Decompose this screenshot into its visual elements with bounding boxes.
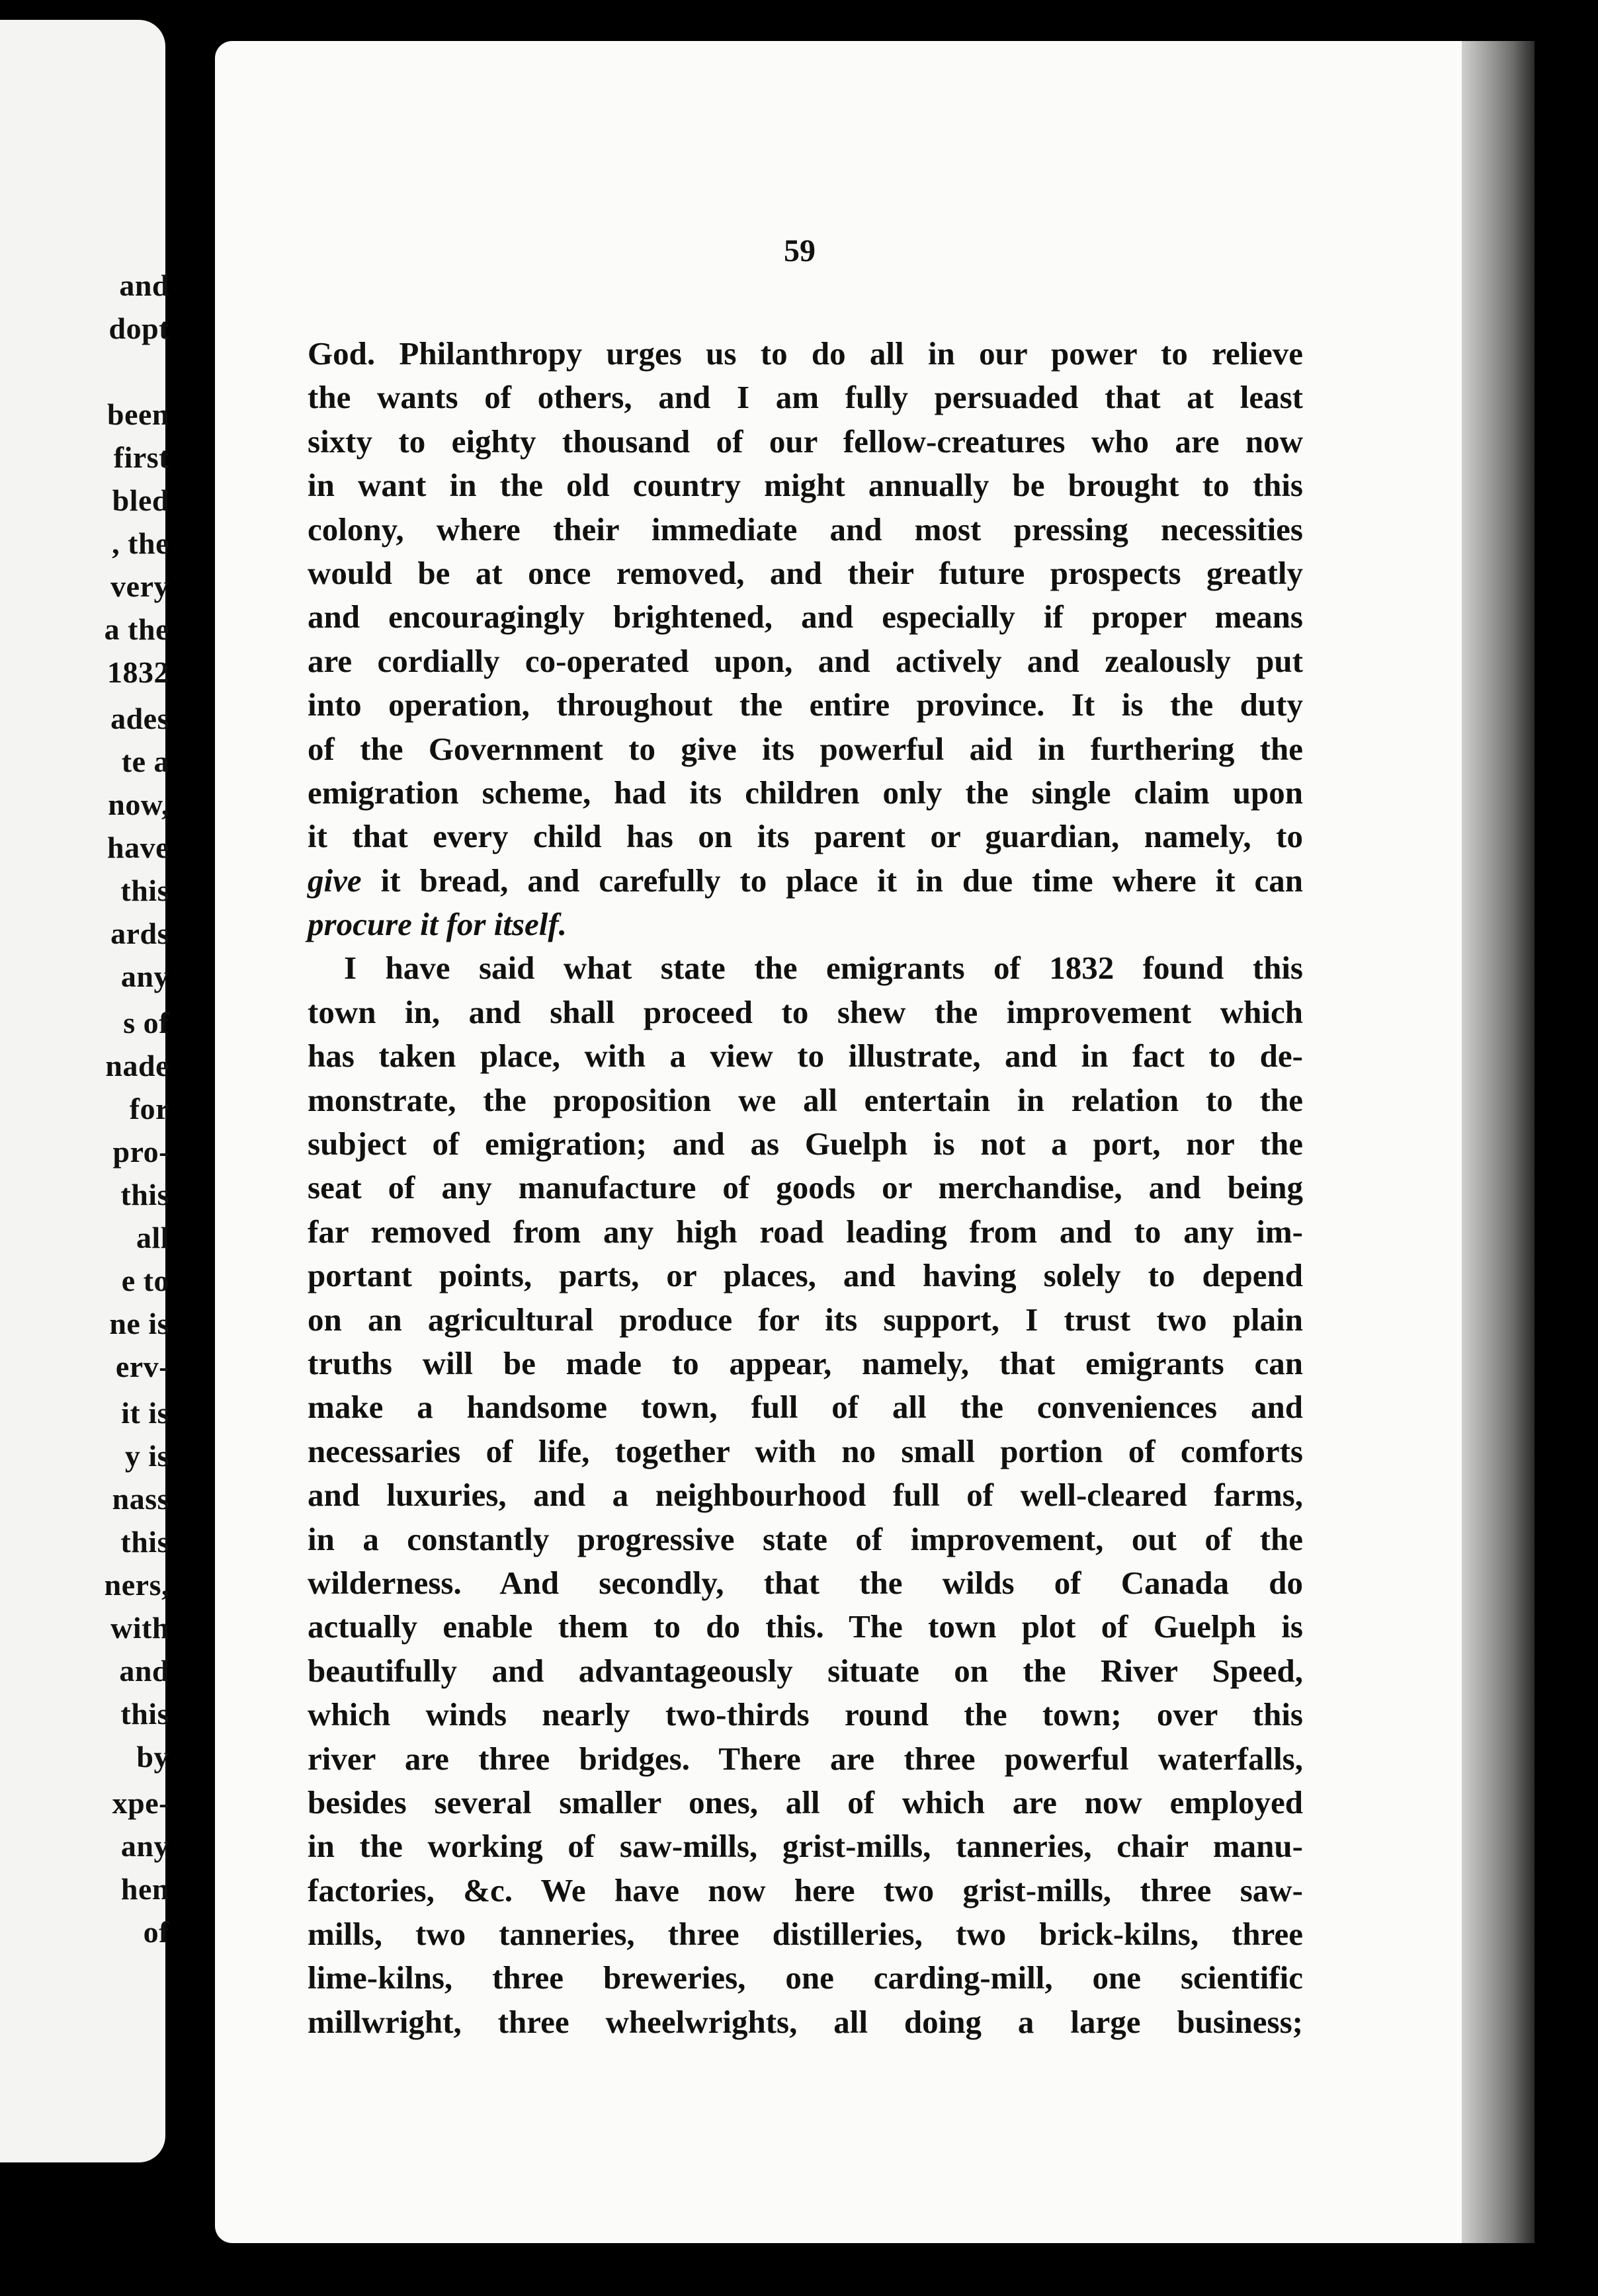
left-facing-page [0,20,169,2162]
left-page-fragment: nass [112,1482,169,1516]
left-page-fragment: it is [121,1396,169,1430]
text-line: God. Philanthropy urges us to do all in our power to relieve [308,335,1303,372]
text-line: besides several smaller ones, all of which are now employed [308,1784,1303,1821]
left-page-fragment: ne is [109,1307,169,1340]
left-page-fragment: have [107,831,169,864]
page-number: 59 [784,233,816,268]
left-page-fragment: xpe- [112,1786,169,1820]
left-page-fragment: , the [112,526,169,560]
text-line: wilderness. And secondly, that the wilds of Canada do [308,1564,1303,1601]
left-page-fragment: and [119,1654,169,1688]
text-line: far removed from any high road leading from and to any im- [308,1213,1303,1250]
left-page-fragment: pro- [112,1135,169,1168]
text-line: portant points, parts, or places, and having solely to depend [308,1257,1303,1294]
left-page-fragment: ners, [104,1568,169,1602]
text-line: beautifully and advantageously situate on the River Speed, [308,1652,1303,1689]
text-line: of the Government to give its powerful aid in furthering the [308,730,1303,767]
left-page-fragment: bled [112,483,169,517]
text-line: the wants of others, and I am fully persuaded that at least [308,379,1303,416]
text-line: lime-kilns, three breweries, one carding-mill, one scientific [308,1959,1303,1996]
text-line: mills, two tanneries, three distilleries, two brick-kilns, three [308,1916,1303,1953]
text-line: actually enable them to do this. The town plot of Guelph is [308,1608,1303,1645]
book-page [215,41,1535,2243]
left-page-fragment: now, [108,788,169,821]
left-page-fragment: been [107,397,169,431]
left-page-fragment: erv- [115,1350,169,1383]
left-page-fragment: y is [124,1439,169,1473]
text-line: millwright, three wheelwrights, all doing a large business; [308,2003,1303,2040]
left-page-fragment: all [136,1221,169,1254]
left-page-fragment: and [119,268,169,302]
left-page-fragment: for [129,1092,169,1126]
left-page-fragment: any [120,960,169,993]
text-line: on an agricultural produce for its support, I trust two plain [308,1301,1303,1338]
text-line: in the working of saw-mills, grist-mills, tanneries, chair manu- [308,1828,1303,1865]
text-line: truths will be made to appear, namely, that emigrants can [308,1344,1303,1381]
text-line: factories, &c. We have now here two grist-mills, three saw- [308,1871,1303,1908]
text-line: which winds nearly two-thirds round the town; over this [308,1696,1303,1733]
text-line: procure it for itself. [308,906,567,943]
left-page-fragment: first [113,440,169,474]
text-line: make a handsome town, full of all the conveniences and [308,1389,1303,1426]
scan-border [0,2245,1598,2296]
page-text [308,332,1303,2044]
left-page-fragment: 1832 [107,655,169,689]
text-line: emigration scheme, had its children only the single claim upon [308,774,1303,811]
left-page-fragment: ards [110,917,169,950]
left-page-fragment: this [120,1697,169,1731]
text-line: colony, where their immediate and most pressing necessities [308,511,1303,548]
text-line: in a constantly progressive state of improvement, out of the [308,1520,1303,1557]
left-page-fragment: by [136,1740,169,1774]
left-page-fragment: ades [110,702,169,735]
text-line: river are three bridges. There are three powerful waterfalls, [308,1740,1303,1777]
text-line: I have said what state the emigrants of 1832 found this [344,950,1303,987]
text-line: sixty to eighty thousand of our fellow-creatures who are now [308,423,1303,460]
text-line: are cordially co-operated upon, and actively and zealously put [308,642,1303,679]
text-line: and encouragingly brightened, and especially if proper means [308,598,1303,636]
left-page-fragment: this [120,1178,169,1211]
left-page-fragment: this [120,874,169,907]
text-line: in want in the old country might annually be brought to this [308,467,1303,504]
text-line: into operation, throughout the entire province. It is the duty [308,686,1303,723]
text-line: seat of any manufacture of goods or merchandise, and being [308,1169,1303,1206]
text-line: would be at once removed, and their future prospects greatly [308,554,1303,591]
text-line: has taken place, with a view to illustrate, and in fact to de- [308,1038,1303,1075]
left-page-fragment: a the [104,612,169,646]
text-line: it that every child has on its parent or guardian, namely, to [308,818,1303,855]
left-page-fragment: with [110,1611,169,1645]
left-page-fragment: hen [120,1872,169,1906]
left-page-fragment: any [120,1829,169,1863]
left-page-fragment: te a [121,745,169,778]
left-page-fragment: nade [105,1049,169,1083]
text-line: town in, and shall proceed to shew the improvement which [308,993,1303,1030]
page-edge [1462,41,1535,2243]
left-page-fragment: very [110,569,169,603]
text-line: necessaries of life, together with no small portion of comforts [308,1432,1303,1469]
text-line: and luxuries, and a neighbourhood full of well-cleared farms, [308,1477,1303,1514]
left-page-fragment: e to [121,1264,169,1297]
left-page-fragment: of [143,1915,169,1949]
left-page-fragment: dopt [108,311,169,345]
left-page-fragment: this [120,1525,169,1559]
left-page-fragment: s of [123,1006,169,1040]
text-line: monstrate, the proposition we all entertain in relation to the [308,1081,1303,1118]
text-line: give it bread, and carefully to place it in due time where it can [308,862,1303,899]
text-line: subject of emigration; and as Guelph is not a port, nor the [308,1126,1303,1163]
